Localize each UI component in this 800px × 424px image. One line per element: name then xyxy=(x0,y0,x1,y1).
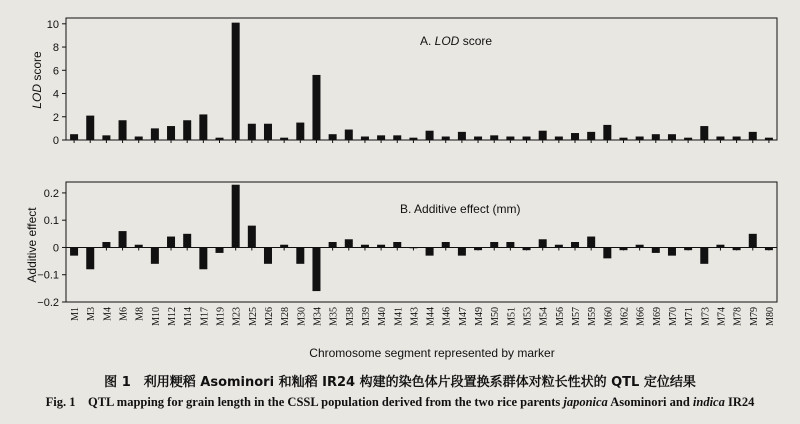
marker-tick-label: M70 xyxy=(667,307,679,326)
additive-bar xyxy=(280,245,288,248)
caption-en-middle: Asominori and xyxy=(607,395,693,409)
marker-tick-label: M23 xyxy=(231,307,243,326)
marker-tick-label: M62 xyxy=(619,307,631,326)
additive-y-tick-label: 0.2 xyxy=(43,187,59,200)
marker-tick-label: M79 xyxy=(748,307,760,326)
marker-tick-label: M73 xyxy=(700,307,712,326)
additive-bar xyxy=(216,247,224,252)
additive-bar xyxy=(716,245,724,248)
lod-y-axis-label xyxy=(30,51,44,109)
lod-bar xyxy=(668,134,676,140)
marker-tick-label: M50 xyxy=(490,307,502,326)
marker-tick-label: M51 xyxy=(506,307,518,326)
marker-tick-label: M28 xyxy=(280,307,292,326)
marker-tick-label: M74 xyxy=(716,307,728,326)
lod-bar xyxy=(733,137,741,140)
lod-bar xyxy=(587,132,595,140)
lod-bar xyxy=(102,135,110,140)
marker-tick-label: M47 xyxy=(457,307,469,326)
additive-bar xyxy=(183,234,191,248)
additive-bar xyxy=(668,247,676,255)
additive-bar xyxy=(426,247,434,255)
additive-bar xyxy=(474,247,482,250)
lod-bar xyxy=(442,137,450,140)
lod-bar xyxy=(652,134,660,140)
marker-tick-label: M26 xyxy=(263,307,275,326)
additive-bar xyxy=(312,247,320,291)
lod-bar xyxy=(312,75,320,140)
additive-y-tick-label: 0.1 xyxy=(43,215,59,228)
marker-tick-label: M19 xyxy=(215,307,227,326)
marker-tick-label: M60 xyxy=(603,307,615,326)
lod-y-label-rest: score xyxy=(30,51,44,84)
marker-tick-label: M4 xyxy=(102,307,114,321)
lod-bar xyxy=(199,114,207,140)
additive-bar xyxy=(506,242,514,247)
marker-tick-label: M71 xyxy=(684,307,696,326)
marker-tick-label: M34 xyxy=(312,307,324,326)
lod-y-tick-label: 4 xyxy=(52,88,59,101)
marker-tick-label: M30 xyxy=(296,307,308,326)
additive-bar xyxy=(329,242,337,247)
marker-tick-label: M80 xyxy=(764,307,776,326)
lod-bar xyxy=(119,120,127,140)
additive-panel-title: B. Additive effect (mm) xyxy=(400,202,521,216)
lod-bar xyxy=(603,125,611,140)
lod-y-tick-label: 6 xyxy=(52,65,59,78)
marker-tick-label: M1 xyxy=(70,307,82,321)
lod-y-tick-label: 10 xyxy=(46,18,59,31)
lod-bar xyxy=(70,134,78,140)
additive-bar xyxy=(652,247,660,252)
additive-bar xyxy=(135,245,143,248)
additive-bar xyxy=(361,245,369,248)
lod-y-tick-label: 8 xyxy=(52,42,59,55)
x-axis-label: Chromosome segment represented by marker xyxy=(309,346,555,360)
marker-tick-label: M14 xyxy=(183,307,195,326)
additive-y-tick-label: −0.1 xyxy=(37,269,59,282)
lod-bar xyxy=(571,133,579,140)
marker-tick-label: M57 xyxy=(571,307,583,326)
marker-tick-label: M53 xyxy=(522,307,534,326)
lod-bar xyxy=(523,137,531,140)
additive-bar xyxy=(264,247,272,263)
marker-tick-label: M44 xyxy=(425,307,437,326)
additive-bar xyxy=(571,242,579,247)
lod-title-rest: score xyxy=(459,34,493,48)
additive-bar xyxy=(523,247,531,250)
lod-bar xyxy=(490,135,498,140)
additive-bar xyxy=(636,245,644,248)
lod-bar xyxy=(555,137,563,140)
lod-y-tick-label: 0 xyxy=(52,135,59,147)
additive-bar xyxy=(765,247,773,250)
lod-bar xyxy=(716,137,724,140)
lod-bar xyxy=(329,134,337,140)
lod-bar xyxy=(264,124,272,140)
lod-bar xyxy=(619,138,627,140)
lod-bar xyxy=(167,126,175,140)
caption-en-prefix: Fig. 1 QTL mapping for grain length in the CSSL population derived from the two rice parents xyxy=(45,395,564,409)
marker-tick-label: M49 xyxy=(474,307,486,326)
marker-tick-label: M8 xyxy=(134,307,146,321)
lod-bar xyxy=(248,124,256,140)
additive-bar xyxy=(700,247,708,263)
marker-tick-label: M35 xyxy=(328,307,340,326)
additive-bar xyxy=(167,237,175,248)
additive-bar xyxy=(70,247,78,255)
lod-y-label-italic: LOD xyxy=(30,84,44,109)
additive-bar xyxy=(490,242,498,247)
additive-bar xyxy=(749,234,757,248)
additive-bar xyxy=(345,239,353,247)
marker-tick-label: M59 xyxy=(587,307,599,326)
lod-bar xyxy=(280,138,288,140)
additive-bar xyxy=(86,247,94,269)
caption-en-italic-indica: indica xyxy=(692,395,725,409)
lod-bar xyxy=(426,131,434,140)
additive-bar xyxy=(539,239,547,247)
marker-tick-label: M54 xyxy=(538,307,550,326)
lod-bar xyxy=(458,132,466,140)
additive-bar xyxy=(393,242,401,247)
marker-tick-label: M78 xyxy=(732,307,744,326)
lod-bar xyxy=(506,137,514,140)
additive-bar xyxy=(199,247,207,269)
marker-tick-label: M12 xyxy=(167,307,179,326)
additive-bar xyxy=(587,237,595,248)
additive-bar xyxy=(151,247,159,263)
caption-chinese: 图 1 利用粳稻 Asominori 和籼稻 IR24 构建的染色体片段置换系群体对粒长性状的 QTL 定位结果 xyxy=(104,375,696,390)
additive-y-tick-label: 0 xyxy=(52,242,59,255)
marker-tick-label: M38 xyxy=(344,307,356,326)
lod-bar xyxy=(409,138,417,140)
additive-bar xyxy=(619,247,627,250)
additive-bar xyxy=(684,247,692,250)
lod-bar xyxy=(684,138,692,140)
marker-tick-label: M25 xyxy=(247,307,259,326)
additive-bar xyxy=(232,185,240,248)
additive-bar xyxy=(458,247,466,255)
additive-y-tick-label: −0.2 xyxy=(37,297,59,309)
marker-tick-label: M41 xyxy=(393,307,405,326)
additive-bar xyxy=(409,247,417,248)
lod-bar xyxy=(151,128,159,140)
lod-title-letter: A. xyxy=(420,34,435,48)
additive-bar xyxy=(733,247,741,250)
marker-tick-label: M39 xyxy=(360,307,372,326)
additive-y-axis-label: Additive effect xyxy=(25,207,39,283)
lod-bar xyxy=(296,123,304,140)
lod-bar xyxy=(183,120,191,140)
marker-tick-label: M3 xyxy=(86,307,98,321)
lod-bar xyxy=(700,126,708,140)
additive-bar xyxy=(603,247,611,258)
additive-bar xyxy=(248,226,256,248)
lod-bar xyxy=(86,116,94,140)
lod-bar xyxy=(393,135,401,140)
caption-english xyxy=(0,392,800,410)
lod-bar xyxy=(345,130,353,140)
lod-panel-title xyxy=(420,34,492,48)
additive-bar xyxy=(102,242,110,247)
marker-tick-label: M40 xyxy=(377,307,389,326)
additive-bar xyxy=(442,242,450,247)
lod-bar xyxy=(636,137,644,140)
lod-bar xyxy=(749,132,757,140)
lod-bar xyxy=(474,137,482,140)
caption-en-italic-japonica: japonica xyxy=(563,395,608,409)
marker-tick-label: M46 xyxy=(441,307,453,326)
additive-bar xyxy=(555,245,563,248)
marker-tick-label: M66 xyxy=(635,307,647,326)
marker-tick-label: M17 xyxy=(199,307,211,326)
lod-y-tick-label: 2 xyxy=(52,111,59,124)
lod-bar xyxy=(135,137,143,140)
additive-bar xyxy=(377,245,385,248)
caption-en-suffix: IR24 xyxy=(724,395,755,409)
lod-bar xyxy=(377,135,385,140)
lod-bar xyxy=(539,131,547,140)
marker-tick-label: M56 xyxy=(554,307,566,326)
lod-bar xyxy=(765,138,773,140)
marker-tick-label: M69 xyxy=(651,307,663,326)
lod-bar xyxy=(232,23,240,140)
additive-bar xyxy=(119,231,127,247)
marker-tick-label: M6 xyxy=(118,307,130,321)
lod-bar xyxy=(361,137,369,140)
marker-tick-label: M10 xyxy=(150,307,162,326)
lod-bar xyxy=(216,138,224,140)
lod-title-italic: LOD xyxy=(434,34,460,48)
marker-tick-label: M43 xyxy=(409,307,421,326)
additive-bar xyxy=(296,247,304,263)
